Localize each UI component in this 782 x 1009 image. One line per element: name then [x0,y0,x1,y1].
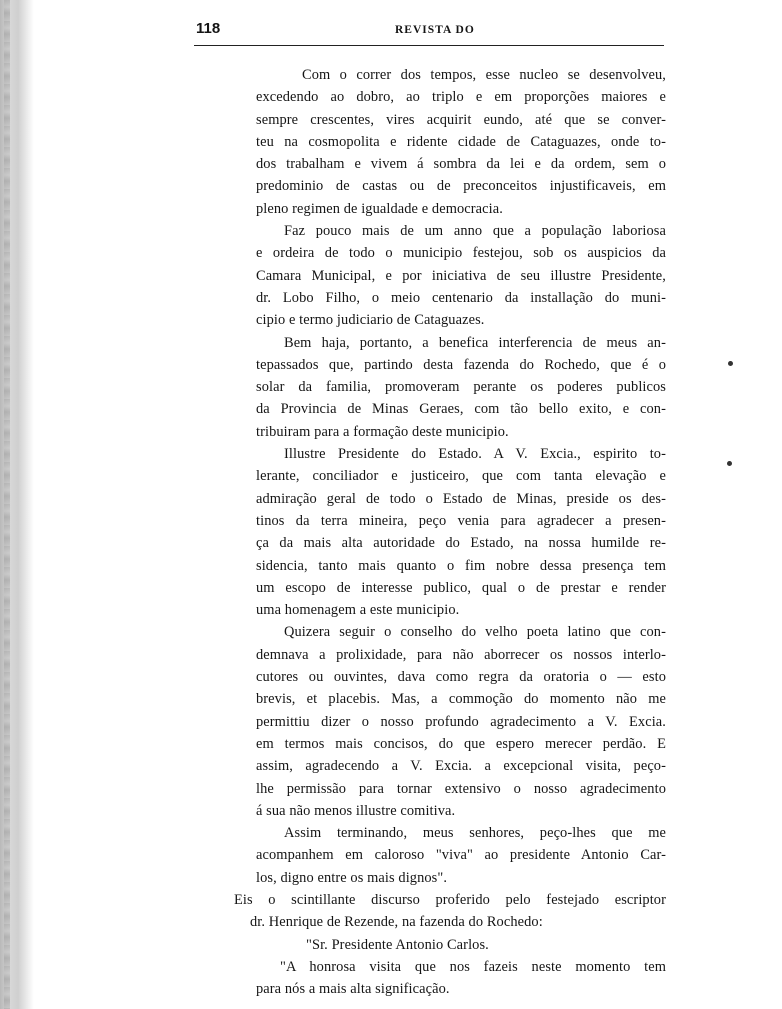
text-line: sidencia, tanto mais quanto o fim nobre dessa presença tem [256,557,666,574]
paragraph [240,956,666,1001]
text-line: ça da mais alta autoridade do Estado, na nossa humilde re- [256,535,666,552]
text-line: Eis o scintillante discurso proferido pelo festejado escriptor [234,891,666,908]
text-line: pleno regimen de igualdade e democracia. [256,200,503,217]
paragraph [240,443,666,621]
book-binding-edge [0,0,34,1009]
text-line: e ordeira de todo o municipio festejou, sob os auspicios da [256,245,666,262]
text-line: Camara Municipal, e por iniciativa de seu illustre Presidente, [256,267,666,284]
body-text [234,64,666,1000]
text-line: "A honrosa visita que nos fazeis neste momento tem [280,958,666,975]
text-line: excedendo ao dobro, ao triplo e em proporções maiores e [256,89,666,106]
text-line: tribuiram para a formação deste municipio. [256,423,509,440]
text-line: em termos mais concisos, do que espero merecer perdão. E [256,735,666,752]
paragraph [234,889,666,934]
text-line: um escopo de interesse publico, qual o de prestar e render [256,579,666,596]
text-line: los, digno entre os mais dignos". [256,869,448,886]
text-line: lerante, conciliador e justiceiro, que com tanta elevação e [256,468,666,485]
text-line: Com o correr dos tempos, esse nucleo se desenvolveu, [302,67,666,83]
text-line: Quizera seguir o conselho do velho poeta latino que con- [284,624,666,641]
text-line: assim, agradecendo a V. Excia. a excepcional visita, peço- [256,758,666,775]
text-line: dr. Lobo Filho, o meio centenario da installação do muni- [256,289,666,306]
paragraph [240,934,666,956]
text-line: solar da familia, promoveram perante os poderes publicos [256,379,666,396]
text-line: para nós a mais alta significação. [256,981,450,998]
text-line: demnava a prolixidade, para não aborrecer os nossos interlo- [256,646,666,663]
text-line: dos trabalham e vivem á sombra da lei e da ordem, sem o [256,156,666,173]
text-line: Illustre Presidente do Estado. A V. Excia., espirito to- [284,446,666,463]
text-line: á sua não menos illustre comitiva. [256,802,456,819]
text-line: cutores ou ouvintes, dava como regra da oratoria o — esto [256,669,666,686]
paragraph [240,332,666,443]
paragraph [240,822,666,889]
text-line: tinos da terra mineira, peço venia para agradecer a presen- [256,512,666,529]
text-line: Bem haja, portanto, a benefica interferencia de meus an- [284,334,666,351]
text-line-content: sempre crescentes, vires acquirit eundo, até que se conver- [256,111,666,128]
text-line: permittiu dizer o nosso profundo agradecimento a V. Excia. [256,713,666,730]
text-line: uma homenagem a este municipio. [256,602,460,619]
text-line: lhe permissão para tornar extensivo o nosso agradecimento [256,780,666,797]
text-line: cipio e termo judiciario de Cataguazes. [256,312,485,329]
paragraph [240,64,666,220]
text-line: tepassados que, partindo desta fazenda do Rochedo, que é o [256,356,666,373]
margin-mark [727,461,732,466]
text-line [240,109,666,131]
page-number: 118 [196,20,221,37]
text-line: acompanhem em caloroso "viva" ao presidente Antonio Car- [256,847,666,864]
text-line: brevis, et placebis. Mas, a commoção do momento não me [256,691,666,708]
text-line: "Sr. Presidente Antonio Carlos. [306,936,489,953]
header-rule [194,45,664,46]
paragraph [240,220,666,331]
margin-mark [728,361,733,366]
text-line: teu na cosmopolita e ridente cidade de Cataguazes, onde to- [256,133,666,150]
text-line: Faz pouco mais de um anno que a população laboriosa [284,223,666,240]
text-line: predominio de castas ou de preconceitos injustificaveis, em [256,178,666,195]
text-line: dr. Henrique de Rezende, na fazenda do Rochedo: [250,914,543,931]
running-head: REVISTA DO [395,24,475,36]
text-line: da Provincia de Minas Geraes, com tão bello exito, e con- [256,401,666,418]
paragraph [240,621,666,822]
text-line: admiração geral de todo o Estado de Minas, preside os des- [256,490,666,507]
text-line: Assim terminando, meus senhores, peço-lhes que me [284,825,666,842]
